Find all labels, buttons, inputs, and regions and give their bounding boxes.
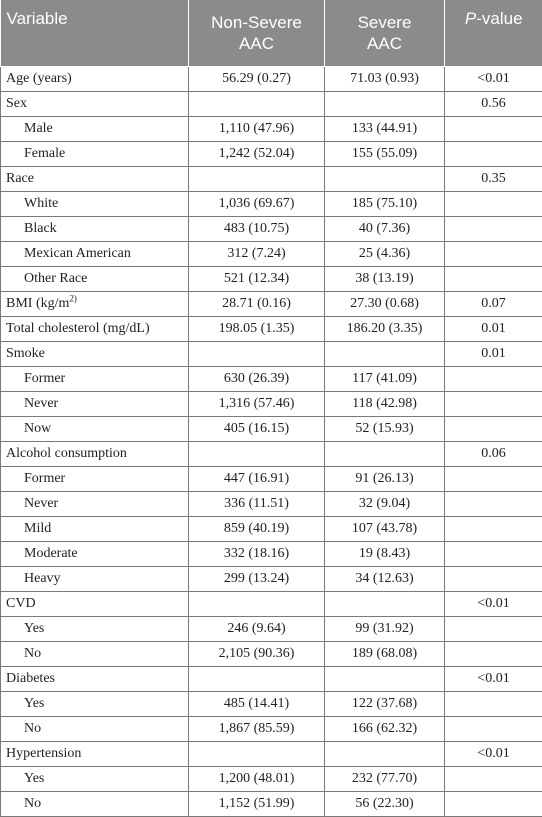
- severe-value: [325, 442, 445, 467]
- p-value: [445, 767, 542, 792]
- row-label-text: Smoke: [6, 346, 45, 361]
- severe-value: 232 (77.70): [325, 767, 445, 792]
- header-non-severe-line1: Non-Severe: [211, 13, 302, 32]
- row-label: [1, 217, 189, 242]
- row-label-text: Mexican American: [24, 246, 131, 261]
- table-row: [1, 342, 542, 367]
- row-label-text: Mild: [24, 521, 51, 536]
- severe-value: 27.30 (0.68): [325, 292, 445, 317]
- non-severe-value: [189, 742, 325, 767]
- header-severe-line2: AAC: [367, 34, 402, 53]
- severe-value: 25 (4.36): [325, 242, 445, 267]
- row-label-text: Now: [24, 421, 51, 436]
- header-non-severe-aac: [189, 0, 325, 67]
- p-value: [445, 417, 542, 442]
- row-label: [1, 692, 189, 717]
- severe-value: [325, 742, 445, 767]
- table-row: [1, 317, 542, 342]
- non-severe-value: [189, 342, 325, 367]
- table-row: [1, 417, 542, 442]
- row-label: [1, 667, 189, 692]
- table-row: [1, 617, 542, 642]
- row-label: [1, 242, 189, 267]
- severe-value: [325, 592, 445, 617]
- row-label-text: Never: [24, 396, 58, 411]
- p-value: [445, 492, 542, 517]
- row-label-text: Age (years): [6, 71, 72, 86]
- row-label: [1, 367, 189, 392]
- row-label: [1, 617, 189, 642]
- row-label-text: No: [24, 721, 41, 736]
- row-label-text: Yes: [24, 696, 44, 711]
- severe-value: 91 (26.13): [325, 467, 445, 492]
- severe-value: 122 (37.68): [325, 692, 445, 717]
- table-row: [1, 67, 542, 92]
- p-value: [445, 267, 542, 292]
- non-severe-value: 1,242 (52.04): [189, 142, 325, 167]
- severe-value: 186.20 (3.35): [325, 317, 445, 342]
- severe-value: 133 (44.91): [325, 117, 445, 142]
- p-value: [445, 242, 542, 267]
- header-row: [1, 0, 542, 67]
- row-label: [1, 167, 189, 192]
- non-severe-value: 28.71 (0.16): [189, 292, 325, 317]
- row-label-text: Race: [6, 171, 34, 186]
- p-value: [445, 692, 542, 717]
- non-severe-value: 1,110 (47.96): [189, 117, 325, 142]
- p-value: 0.06: [445, 442, 542, 467]
- non-severe-value: 312 (7.24): [189, 242, 325, 267]
- severe-value: 52 (15.93): [325, 417, 445, 442]
- table-row: [1, 692, 542, 717]
- row-label-text: Former: [24, 371, 65, 386]
- table-row: [1, 142, 542, 167]
- header-p-italic: P: [465, 9, 476, 28]
- non-severe-value: [189, 167, 325, 192]
- p-value: <0.01: [445, 742, 542, 767]
- row-label-superscript: 2): [69, 293, 77, 303]
- header-non-severe-line2: AAC: [239, 34, 274, 53]
- non-severe-value: 1,036 (69.67): [189, 192, 325, 217]
- row-label: [1, 142, 189, 167]
- severe-value: 118 (42.98): [325, 392, 445, 417]
- non-severe-value: 485 (14.41): [189, 692, 325, 717]
- p-value: [445, 567, 542, 592]
- row-label: [1, 442, 189, 467]
- table-row: [1, 767, 542, 792]
- row-label: [1, 717, 189, 742]
- table-row: [1, 642, 542, 667]
- severe-value: [325, 342, 445, 367]
- row-label: [1, 117, 189, 142]
- row-label-text: Black: [24, 221, 57, 236]
- row-label: [1, 742, 189, 767]
- non-severe-value: 336 (11.51): [189, 492, 325, 517]
- row-label: [1, 92, 189, 117]
- row-label-text: Male: [24, 121, 53, 136]
- table-row: [1, 567, 542, 592]
- table-row: [1, 217, 542, 242]
- severe-value: 107 (43.78): [325, 517, 445, 542]
- row-label: [1, 67, 189, 92]
- severe-value: 34 (12.63): [325, 567, 445, 592]
- table-row: [1, 517, 542, 542]
- non-severe-value: 2,105 (90.36): [189, 642, 325, 667]
- header-severe-aac: [325, 0, 445, 67]
- p-value: 0.01: [445, 342, 542, 367]
- row-label: [1, 392, 189, 417]
- p-value: [445, 467, 542, 492]
- row-label-text: No: [24, 646, 41, 661]
- non-severe-value: 1,867 (85.59): [189, 717, 325, 742]
- table-row: [1, 292, 542, 317]
- table-row: [1, 267, 542, 292]
- table-row: [1, 542, 542, 567]
- row-label-text: CVD: [6, 596, 36, 611]
- table-row: [1, 392, 542, 417]
- header-variable: Variable: [1, 0, 189, 67]
- row-label-text: Hypertension: [6, 746, 81, 761]
- row-label-text: Moderate: [24, 546, 78, 561]
- row-label: [1, 592, 189, 617]
- non-severe-value: 299 (13.24): [189, 567, 325, 592]
- row-label-text: Alcohol consumption: [6, 446, 127, 461]
- severe-value: 38 (13.19): [325, 267, 445, 292]
- row-label: [1, 542, 189, 567]
- row-label: [1, 567, 189, 592]
- table-row: [1, 742, 542, 767]
- non-severe-value: 1,152 (51.99): [189, 792, 325, 817]
- row-label-text: Yes: [24, 771, 44, 786]
- row-label: [1, 292, 189, 317]
- p-value: <0.01: [445, 667, 542, 692]
- non-severe-value: [189, 92, 325, 117]
- p-value: [445, 217, 542, 242]
- table-row: [1, 92, 542, 117]
- table-row: [1, 717, 542, 742]
- row-label-text: Sex: [6, 96, 27, 111]
- p-value: [445, 717, 542, 742]
- non-severe-value: [189, 592, 325, 617]
- table-row: [1, 192, 542, 217]
- p-value: [445, 192, 542, 217]
- table-row: [1, 242, 542, 267]
- p-value: [445, 642, 542, 667]
- p-value: 0.35: [445, 167, 542, 192]
- row-label-text: Other Race: [24, 271, 87, 286]
- severe-value: [325, 167, 445, 192]
- row-label-text: Total cholesterol (mg/dL): [6, 321, 150, 336]
- table-row: [1, 467, 542, 492]
- non-severe-value: 405 (16.15): [189, 417, 325, 442]
- table-body: [1, 67, 542, 817]
- p-value: [445, 117, 542, 142]
- severe-value: 71.03 (0.93): [325, 67, 445, 92]
- non-severe-value: 630 (26.39): [189, 367, 325, 392]
- p-value: [445, 617, 542, 642]
- row-label: [1, 467, 189, 492]
- row-label-text: Heavy: [24, 571, 61, 586]
- row-label: [1, 417, 189, 442]
- row-label: [1, 642, 189, 667]
- p-value: 0.56: [445, 92, 542, 117]
- row-label: [1, 517, 189, 542]
- row-label-text: Female: [24, 146, 65, 161]
- row-label-text: White: [24, 196, 58, 211]
- p-value: 0.07: [445, 292, 542, 317]
- p-value: [445, 792, 542, 817]
- row-label-text: No: [24, 796, 41, 811]
- p-value: [445, 367, 542, 392]
- severe-value: [325, 92, 445, 117]
- severe-value: 189 (68.08): [325, 642, 445, 667]
- table-row: [1, 167, 542, 192]
- row-label: [1, 792, 189, 817]
- severe-value: 155 (55.09): [325, 142, 445, 167]
- table-row: [1, 667, 542, 692]
- non-severe-value: 521 (12.34): [189, 267, 325, 292]
- severe-value: 117 (41.09): [325, 367, 445, 392]
- non-severe-value: 859 (40.19): [189, 517, 325, 542]
- table-row: [1, 592, 542, 617]
- severe-value: 185 (75.10): [325, 192, 445, 217]
- row-label: [1, 192, 189, 217]
- non-severe-value: 198.05 (1.35): [189, 317, 325, 342]
- header-severe-line1: Severe: [358, 13, 412, 32]
- non-severe-value: 1,200 (48.01): [189, 767, 325, 792]
- non-severe-value: 447 (16.91): [189, 467, 325, 492]
- row-label-text: BMI (kg/m: [6, 296, 69, 311]
- table-row: [1, 492, 542, 517]
- p-value: 0.01: [445, 317, 542, 342]
- table-row: [1, 367, 542, 392]
- severe-value: 32 (9.04): [325, 492, 445, 517]
- non-severe-value: 483 (10.75): [189, 217, 325, 242]
- non-severe-value: [189, 442, 325, 467]
- row-label: [1, 492, 189, 517]
- severe-value: 56 (22.30): [325, 792, 445, 817]
- row-label: [1, 342, 189, 367]
- p-value: <0.01: [445, 67, 542, 92]
- non-severe-value: 246 (9.64): [189, 617, 325, 642]
- non-severe-value: 332 (18.16): [189, 542, 325, 567]
- non-severe-value: 1,316 (57.46): [189, 392, 325, 417]
- non-severe-value: [189, 667, 325, 692]
- row-label: [1, 767, 189, 792]
- p-value: [445, 542, 542, 567]
- row-label: [1, 267, 189, 292]
- severe-value: 19 (8.43): [325, 542, 445, 567]
- header-p-value: [445, 0, 542, 67]
- row-label-text: Never: [24, 496, 58, 511]
- header-p-rest: -value: [476, 9, 522, 28]
- non-severe-value: 56.29 (0.27): [189, 67, 325, 92]
- p-value: [445, 142, 542, 167]
- p-value: [445, 517, 542, 542]
- severe-value: 166 (62.32): [325, 717, 445, 742]
- row-label-text: Yes: [24, 621, 44, 636]
- table-row: [1, 792, 542, 817]
- table-row: [1, 117, 542, 142]
- severe-value: 40 (7.36): [325, 217, 445, 242]
- p-value: [445, 392, 542, 417]
- severe-value: 99 (31.92): [325, 617, 445, 642]
- row-label: [1, 317, 189, 342]
- p-value: <0.01: [445, 592, 542, 617]
- row-label-text: Diabetes: [6, 671, 55, 686]
- severe-value: [325, 667, 445, 692]
- table-row: [1, 442, 542, 467]
- row-label-text: Former: [24, 471, 65, 486]
